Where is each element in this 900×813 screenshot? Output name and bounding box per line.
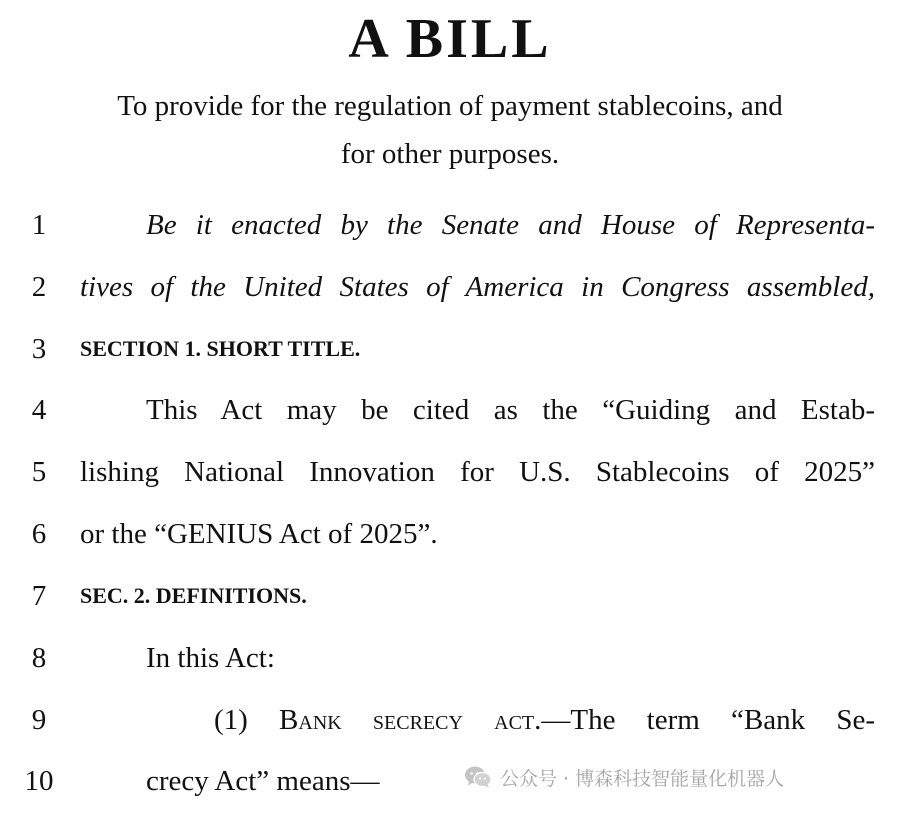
wechat-icon xyxy=(464,765,492,789)
body-text: crecy Act” means— xyxy=(146,765,380,797)
body-text: In this Act: xyxy=(146,642,275,674)
line-number: 3 xyxy=(31,333,47,365)
bill-line-5 xyxy=(0,452,900,492)
line-number: 2 xyxy=(31,271,47,303)
body-text: lishing National Innovation for U.S. Stablecoins of 2025” xyxy=(80,456,875,488)
bill-purpose-line-2: for other purposes. xyxy=(340,138,560,170)
bill-line-1 xyxy=(0,205,900,245)
line-number: 9 xyxy=(31,704,47,736)
watermark-text: 公众号 · 博森科技智能量化机器人 xyxy=(500,767,785,790)
line-number: 10 xyxy=(24,765,54,797)
defined-term: Bank secrecy act xyxy=(279,704,535,736)
bill-line-2 xyxy=(0,267,900,307)
line-number: 4 xyxy=(31,394,47,426)
bill-line-4 xyxy=(0,390,900,430)
watermark xyxy=(464,760,784,794)
bill-title: A BILL xyxy=(348,8,552,70)
line-number: 8 xyxy=(31,642,47,674)
definition-lead: .—The term “Bank Se- xyxy=(534,704,875,736)
enacting-clause-text: Be it enacted by the Senate and House of Representa- xyxy=(146,209,875,241)
definition-text xyxy=(214,700,875,740)
body-text: or the “GENIUS Act of 2025”. xyxy=(80,518,438,550)
paragraph-marker: (1) xyxy=(214,704,280,736)
section-heading: SECTION 1. SHORT TITLE. xyxy=(80,336,361,361)
bill-line-3 xyxy=(0,329,900,369)
enacting-clause-text: tives of the United States of America in Congress assembled, xyxy=(80,271,875,303)
bill-line-7 xyxy=(0,576,900,616)
bill-purpose-line-1: To provide for the regulation of payment stablecoins, and xyxy=(117,90,783,122)
body-text: This Act may be cited as the “Guiding and Estab- xyxy=(146,394,875,426)
line-number: 7 xyxy=(31,580,47,612)
bill-line-9 xyxy=(0,700,900,740)
line-number: 5 xyxy=(31,456,47,488)
bill-line-6 xyxy=(0,514,900,554)
line-number: 1 xyxy=(31,209,47,241)
line-number: 6 xyxy=(31,518,47,550)
section-heading: SEC. 2. DEFINITIONS. xyxy=(80,583,307,608)
bill-line-8 xyxy=(0,638,900,678)
